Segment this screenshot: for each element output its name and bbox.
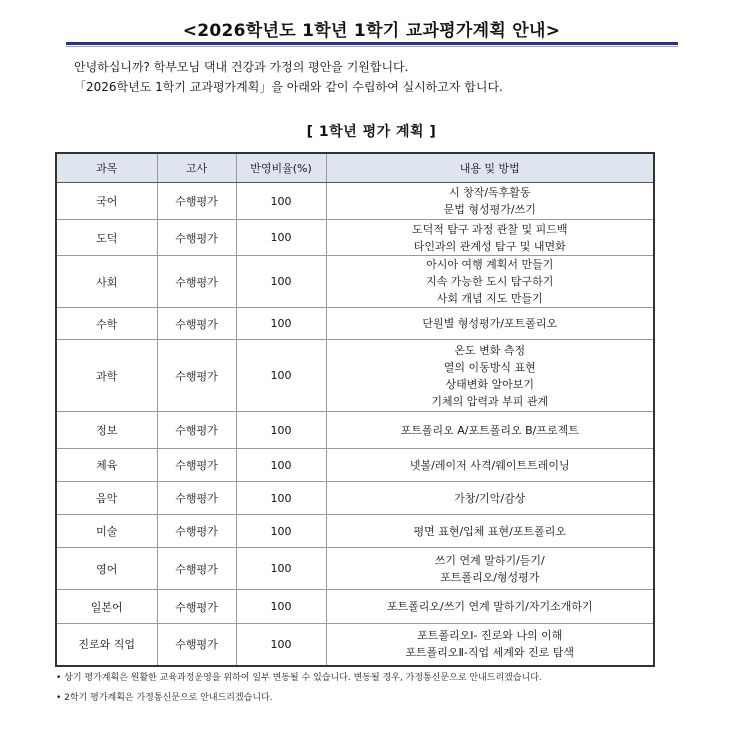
method-line: 기체의 압력과 부피 관계: [431, 394, 549, 408]
table-row: [56, 220, 654, 256]
cell-ratio: 100: [236, 482, 326, 515]
cell-ratio: 100: [236, 308, 326, 340]
cell-exam: 수행평가: [157, 515, 236, 548]
table-row: [56, 624, 654, 666]
method-line: 쓰기 연계 말하기/듣기/: [434, 553, 545, 567]
cell-subject: 정보: [56, 412, 157, 449]
footnote-2: • 2학기 평가계획은 가정통신문으로 안내드리겠습니다.: [56, 693, 273, 703]
header-methods: 내용 및 방법: [326, 153, 654, 183]
cell-methods: [326, 449, 654, 482]
cell-methods: [326, 482, 654, 515]
cell-subject: 진로와 직업: [56, 624, 157, 666]
cell-subject: 미술: [56, 515, 157, 548]
table-row: [56, 482, 654, 515]
cell-methods: [326, 548, 654, 590]
title-underline: [66, 42, 678, 45]
method-line: 포트폴리오Ⅱ-직업 세계와 진로 탐색: [405, 646, 575, 660]
method-line: 포트폴리오/형성평가: [440, 570, 540, 584]
table-row: [56, 515, 654, 548]
cell-ratio: 100: [236, 515, 326, 548]
table-row: [56, 590, 654, 624]
method-line: 포트폴리오/쓰기 연계 말하기/자기소개하기: [386, 600, 593, 613]
cell-methods: [326, 256, 654, 308]
cell-exam: 수행평가: [157, 340, 236, 412]
method-line: 아시아 여행 계획서 만들기: [426, 258, 554, 271]
table-body: [56, 183, 654, 666]
cell-ratio: 100: [236, 548, 326, 590]
intro-line-1: 안녕하십니까? 학부모님 댁내 건강과 가정의 평안을 기원합니다.: [74, 60, 409, 74]
method-line: 지속 가능한 도시 탐구하기: [426, 275, 554, 288]
method-line: 도덕적 탐구 과정 관찰 및 피드백: [411, 222, 568, 236]
evaluation-plan-table: [55, 152, 655, 667]
cell-methods: [326, 220, 654, 256]
cell-ratio: 100: [236, 624, 326, 666]
cell-methods: [326, 340, 654, 412]
table-row: [56, 548, 654, 590]
cell-methods: [326, 590, 654, 624]
method-line: 평면 표현/입체 표현/포트폴리오: [413, 524, 567, 538]
intro-line-2: 「2026학년도 1학기 교과평가계획」을 아래와 같이 수립하여 실시하고자 합니다.: [74, 80, 503, 94]
method-line: 가창/기악/감상: [454, 491, 526, 505]
intro-text: [74, 57, 503, 97]
cell-subject: 사회: [56, 256, 157, 308]
cell-ratio: 100: [236, 590, 326, 624]
title-underline-thin: [66, 46, 678, 47]
cell-methods: [326, 412, 654, 449]
cell-subject: 일본어: [56, 590, 157, 624]
method-line: 온도 변화 측정: [454, 343, 526, 357]
cell-ratio: 100: [236, 256, 326, 308]
table-row: [56, 340, 654, 412]
cell-ratio: 100: [236, 449, 326, 482]
method-line: 사회 개념 지도 만들기: [436, 292, 543, 305]
cell-subject: 국어: [56, 183, 157, 220]
footnotes: [56, 668, 542, 708]
method-line: 포트폴리오 A/포트폴리오 B/프로젝트: [400, 423, 579, 437]
cell-methods: [326, 515, 654, 548]
method-line: 타인과의 관계성 탐구 및 내면화: [413, 239, 566, 253]
table-row: [56, 183, 654, 220]
method-line: 상태변화 알아보기: [445, 377, 534, 391]
method-line: 시 창작/독후활동: [448, 186, 531, 199]
method-line: 포트폴리오Ⅰ- 진로와 나의 이해: [417, 629, 563, 643]
cell-exam: 수행평가: [157, 482, 236, 515]
header-ratio: 반영비율(%): [236, 153, 326, 183]
cell-methods: [326, 308, 654, 340]
cell-exam: 수행평가: [157, 183, 236, 220]
table-row: [56, 449, 654, 482]
cell-methods: [326, 624, 654, 666]
cell-exam: 수행평가: [157, 548, 236, 590]
cell-ratio: 100: [236, 220, 326, 256]
header-subject: 과목: [56, 153, 157, 183]
table-row: [56, 308, 654, 340]
cell-exam: 수행평가: [157, 256, 236, 308]
table-row: [56, 412, 654, 449]
cell-subject: 도덕: [56, 220, 157, 256]
cell-subject: 음악: [56, 482, 157, 515]
cell-subject: 수학: [56, 308, 157, 340]
header-exam: 고사: [157, 153, 236, 183]
cell-ratio: 100: [236, 412, 326, 449]
cell-methods: [326, 183, 654, 220]
cell-exam: 수행평가: [157, 624, 236, 666]
cell-subject: 과학: [56, 340, 157, 412]
cell-exam: 수행평가: [157, 590, 236, 624]
footnote-1: • 상기 평가계획은 원활한 교육과정운영을 위하여 일부 변동될 수 있습니다. 변동될 경우, 가정통신문으로 안내드리겠습니다.: [56, 673, 542, 683]
document-title: <2026학년도 1학년 1학기 교과평가계획 안내>: [182, 21, 561, 41]
table-row: [56, 256, 654, 308]
cell-exam: 수행평가: [157, 412, 236, 449]
method-line: 문법 형성평가/쓰기: [443, 203, 536, 216]
table-header-row: [56, 153, 654, 183]
cell-ratio: 100: [236, 183, 326, 220]
method-line: 단원별 형성평가/포트폴리오: [422, 317, 558, 330]
cell-subject: 체육: [56, 449, 157, 482]
cell-exam: 수행평가: [157, 449, 236, 482]
cell-subject: 영어: [56, 548, 157, 590]
method-line: 열의 이동방식 표현: [443, 360, 536, 374]
cell-ratio: 100: [236, 340, 326, 412]
cell-exam: 수행평가: [157, 220, 236, 256]
method-line: 넷볼/레이저 사격/웨이트트레이닝: [409, 458, 570, 472]
section-title: [ 1학년 평가 계획 ]: [306, 124, 437, 140]
cell-exam: 수행평가: [157, 308, 236, 340]
